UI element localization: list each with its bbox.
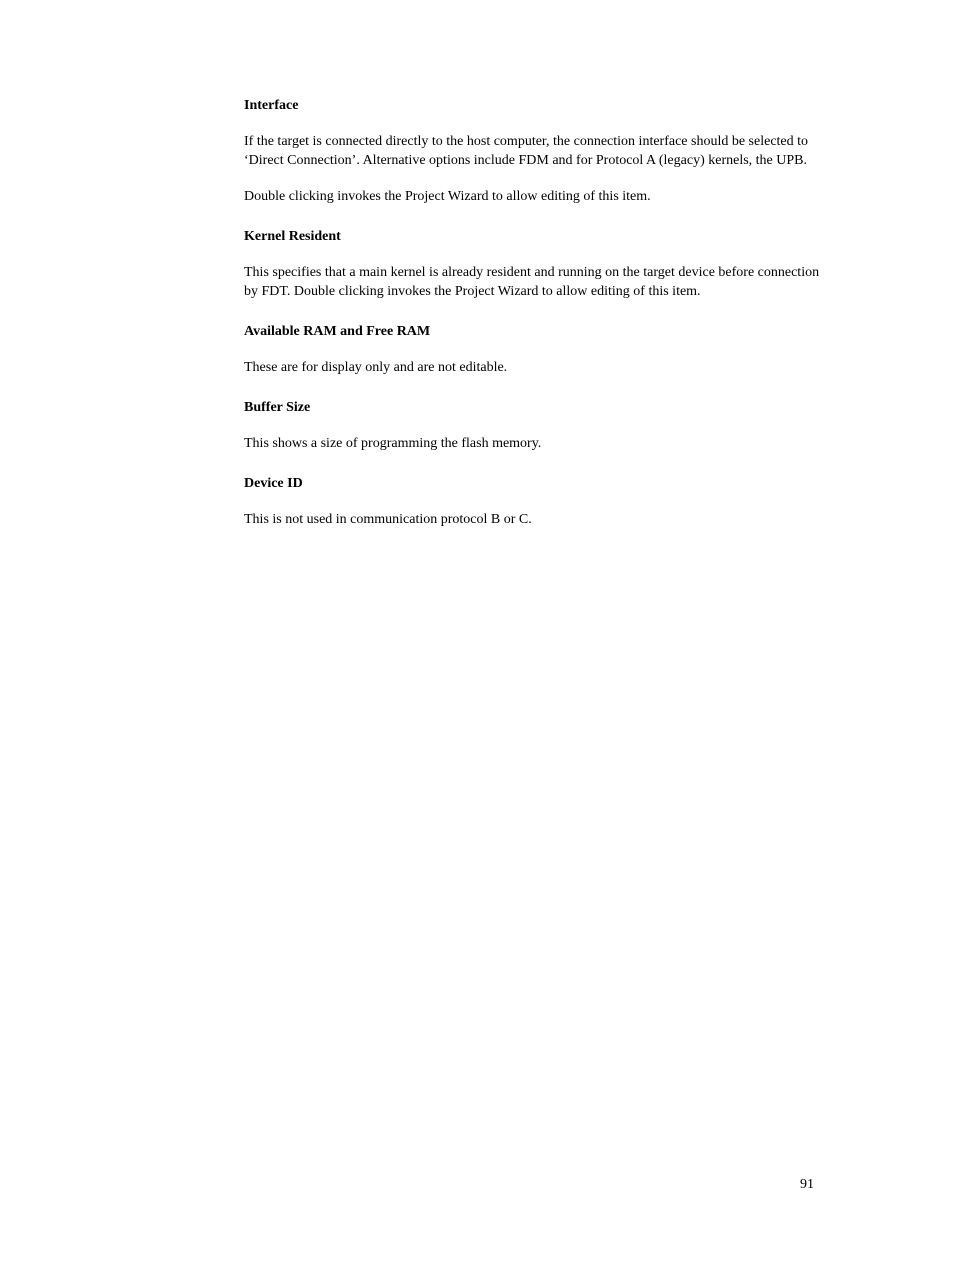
document-body xyxy=(244,96,820,550)
paragraph: Double clicking invokes the Project Wizard to allow editing of this item. xyxy=(244,189,651,204)
paragraph: This shows a size of programming the flash memory. xyxy=(244,436,542,451)
section-available-ram xyxy=(244,322,820,377)
paragraph: This is not used in communication protocol B or C. xyxy=(244,512,532,527)
section-heading: Kernel Resident xyxy=(244,229,341,244)
section-kernel-resident xyxy=(244,227,820,301)
page-number: 91 xyxy=(800,1177,814,1192)
section-heading: Buffer Size xyxy=(244,400,311,415)
paragraph: If the target is connected directly to the host computer, the connection interface should be selected to ‘Direct Connection’. Alternative options include FDM and for Protocol A (legacy) kernels, the UPB. xyxy=(244,134,809,168)
section-buffer-size xyxy=(244,398,820,453)
section-interface xyxy=(244,96,820,206)
section-heading: Interface xyxy=(244,98,299,113)
paragraph: This specifies that a main kernel is already resident and running on the target device before connection by FDT. Double clicking invokes the Project Wizard to allow editing of this item. xyxy=(244,265,820,299)
paragraph: These are for display only and are not editable. xyxy=(244,360,508,375)
section-heading: Device ID xyxy=(244,476,303,491)
section-heading: Available RAM and Free RAM xyxy=(244,324,431,339)
section-device-id xyxy=(244,474,820,529)
